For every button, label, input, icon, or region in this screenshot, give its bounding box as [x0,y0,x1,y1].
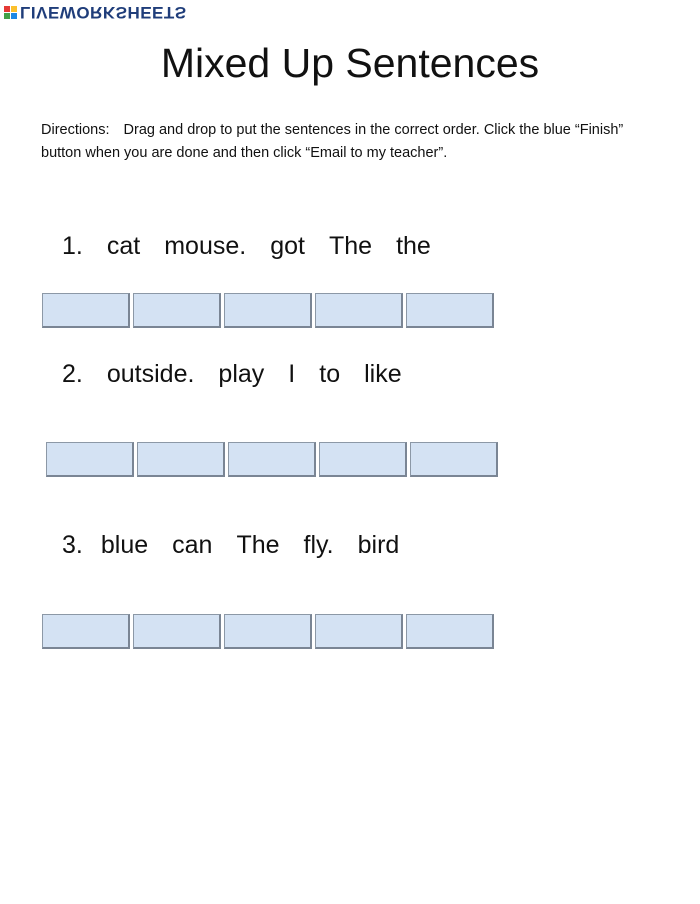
logo-text: LIVEWORKSHEETS [20,3,187,22]
draggable-word[interactable]: blue [100,531,149,559]
drop-slot[interactable] [46,442,134,477]
drop-slot[interactable] [319,442,407,477]
draggable-word[interactable]: mouse. [164,232,247,260]
sentence-3-drop-zones [42,614,497,649]
drop-slot[interactable] [315,614,403,649]
sentence-number: 2. [62,360,83,388]
draggable-word[interactable]: play [218,360,265,388]
logo-square [11,6,17,12]
sentence-number: 3. [62,531,83,559]
sentence-1-drop-zones [42,293,497,328]
sentence-number: 1. [62,232,83,260]
drop-slot[interactable] [315,293,403,328]
drop-slot[interactable] [406,293,494,328]
draggable-word[interactable]: I [288,360,296,388]
directions [41,119,651,165]
draggable-word[interactable]: bird [357,531,400,559]
logo-squares-icon [4,6,17,19]
drop-slot[interactable] [224,293,312,328]
logo-square [4,13,10,19]
page-title: Mixed Up Sentences [160,40,540,86]
drop-slot[interactable] [42,614,130,649]
draggable-word[interactable]: like [364,360,402,388]
sentence-1-word-bank [62,232,453,261]
draggable-word[interactable]: The [328,232,373,260]
sentence-3-word-bank [62,531,421,560]
draggable-word[interactable]: cat [106,232,141,260]
directions-text: Drag and drop to put the sentences in the correct order. Click the blue “Finish” button when you are done and then click “Email to my teacher”. [41,122,624,161]
drop-slot[interactable] [224,614,312,649]
sentence-2-drop-zones [46,442,501,477]
draggable-word[interactable]: outside. [106,360,195,388]
drop-slot[interactable] [410,442,498,477]
sentence-2-word-bank [62,360,424,389]
drop-slot[interactable] [42,293,130,328]
drop-slot[interactable] [133,614,221,649]
draggable-word[interactable]: The [236,531,280,559]
liveworksheets-logo [4,2,187,22]
logo-square [4,6,10,12]
draggable-word[interactable]: got [270,232,305,260]
logo-square [11,13,17,19]
draggable-word[interactable]: can [172,531,213,559]
drop-slot[interactable] [137,442,225,477]
draggable-word[interactable]: fly. [303,531,334,559]
draggable-word[interactable]: the [396,232,431,260]
drop-slot[interactable] [133,293,221,328]
directions-label: Directions: [41,122,110,138]
draggable-word[interactable]: to [319,360,341,388]
drop-slot[interactable] [406,614,494,649]
drop-slot[interactable] [228,442,316,477]
